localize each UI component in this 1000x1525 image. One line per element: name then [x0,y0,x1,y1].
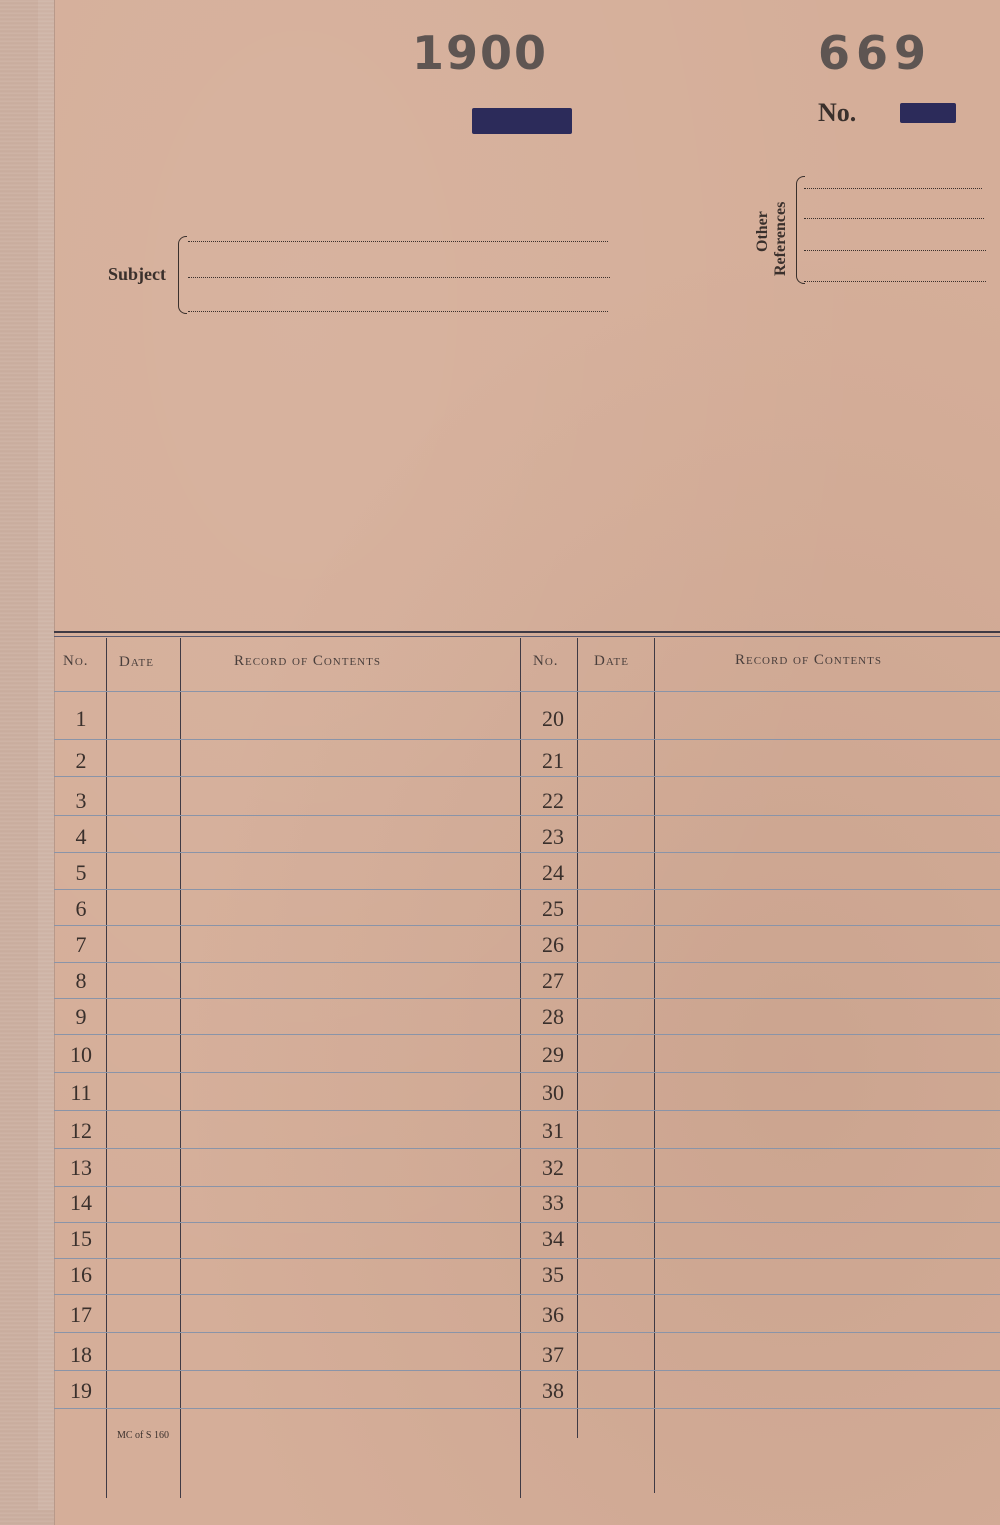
row-number: 5 [75,860,87,885]
other-references-label [752,178,792,278]
row-number: 25 [542,896,564,921]
row-number: 7 [75,932,87,957]
ruled-line [54,691,1000,692]
column-rule [520,638,521,1498]
ruled-line [54,1222,1000,1223]
row-number: 18 [70,1342,92,1367]
col-header-no-right: No. [533,653,559,669]
row-number: 9 [75,1004,87,1029]
row-number: 6 [75,896,87,921]
row-number: 24 [542,860,564,885]
row-number: 17 [70,1302,92,1327]
ruled-line [54,1332,1000,1333]
file-number-stamp: 669 [818,26,933,80]
column-rule [654,638,655,1493]
col-header-record-left: Record of Contents [234,653,381,669]
ruled-line [54,1408,1000,1409]
col-header-record-right: Record of Contents [735,652,882,668]
ruled-line [54,815,1000,816]
ruled-line [54,998,1000,999]
row-number: 37 [542,1342,564,1367]
subject-label: Subject [108,264,166,284]
row-number: 36 [542,1302,564,1327]
row-number: 14 [70,1190,92,1215]
row-number: 3 [75,788,87,813]
row-number: 11 [70,1080,92,1105]
ruled-line [54,1034,1000,1035]
reference-line [804,188,982,189]
subject-line [188,311,608,312]
row-number: 33 [542,1190,564,1215]
number-sign-label: No. [818,98,857,127]
subject-brace [178,236,187,314]
form-code: MC of S 160 [117,1430,169,1441]
row-number: 28 [542,1004,564,1029]
ruled-line [54,739,1000,740]
col-header-no-left: No. [63,653,89,669]
ruled-line [54,1072,1000,1073]
other-references-line2: References [772,201,789,276]
row-number: 23 [542,824,564,849]
row-number: 10 [70,1042,92,1067]
col-header-date-right: Date [594,653,629,669]
row-number: 32 [542,1155,564,1180]
row-number: 19 [70,1378,92,1403]
ruled-line [54,1110,1000,1111]
row-number: 2 [75,748,87,773]
redaction-block [900,103,956,123]
row-number: 13 [70,1155,92,1180]
ruled-line [54,925,1000,926]
row-number: 38 [542,1378,564,1403]
ruled-line [54,962,1000,963]
row-number: 34 [542,1226,564,1251]
row-number: 27 [542,968,564,993]
row-number: 8 [75,968,87,993]
reference-line [804,250,986,251]
col-header-date-left: Date [119,654,154,670]
table-top-rule [54,636,1000,637]
other-references-line1: Other [754,211,771,252]
row-number: 4 [75,824,87,849]
row-number: 21 [542,748,564,773]
subject-line [188,277,610,278]
reference-line [804,218,984,219]
row-number: 16 [70,1262,92,1287]
ruled-line [54,1186,1000,1187]
ruled-line [54,1294,1000,1295]
reference-line [804,281,986,282]
ruled-line [54,1370,1000,1371]
spine-edge [38,0,54,1510]
row-number: 1 [75,706,87,731]
row-number: 30 [542,1080,564,1105]
year-stamp: 1900 [412,26,549,80]
row-number: 20 [542,706,564,731]
column-rule [106,638,107,1498]
ruled-line [54,1258,1000,1259]
ruled-line [54,852,1000,853]
ruled-line [54,776,1000,777]
redaction-block [472,108,572,134]
references-brace [796,176,805,284]
ruled-line [54,1148,1000,1149]
row-number: 35 [542,1262,564,1287]
subject-line [188,241,608,242]
row-number: 31 [542,1118,564,1143]
row-number: 12 [70,1118,92,1143]
row-number: 22 [542,788,564,813]
row-number: 29 [542,1042,564,1067]
row-number: 26 [542,932,564,957]
ruled-line [54,889,1000,890]
table-top-rule [54,631,1000,633]
row-number: 15 [70,1226,92,1251]
column-rule [180,638,181,1498]
